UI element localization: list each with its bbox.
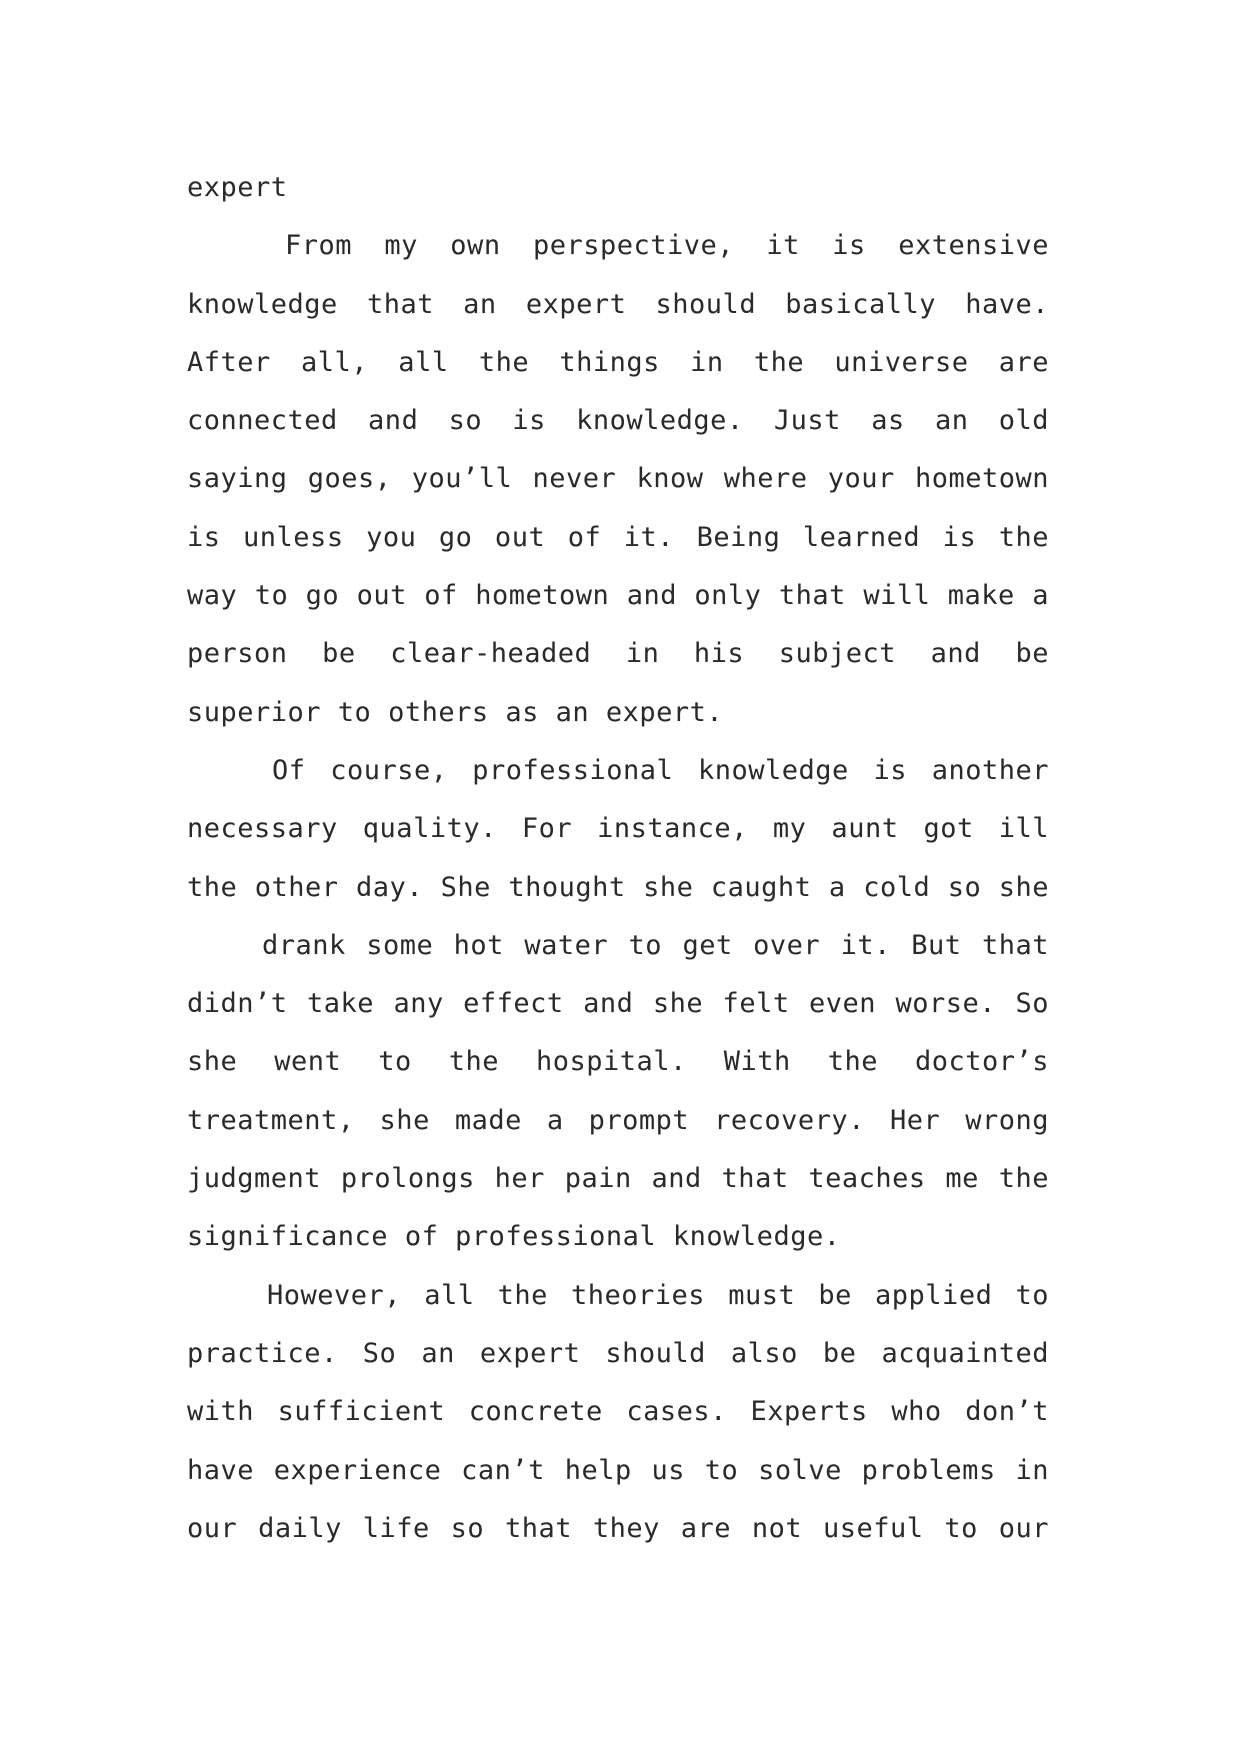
text-line: have experience can’t help us to solve problems in [187,1454,1049,1486]
text-line: judgment prolongs her pain and that teaches me the [187,1163,1049,1195]
text-line: connected and so is knowledge. Just as an old [187,405,1049,437]
text-line: After all, all the things in the universe are [187,346,1049,378]
text-line: drank some hot water to get over it. But that [262,929,1049,961]
text-line: she went to the hospital. With the doctor’s [187,1046,1049,1078]
essay-title-line: expert [187,172,288,203]
text-line: However, all the theories must be applied to [267,1279,1049,1311]
text-line: Of course, professional knowledge is another [272,754,1049,786]
text-line: necessary quality. For instance, my aunt got ill [187,813,1049,845]
text-line: treatment, she made a prompt recovery. Her wrong [187,1104,1049,1136]
text-line: From my own perspective, it is extensive [285,230,1049,262]
text-line: person be clear-headed in his subject and be [187,638,1049,670]
text-line: with sufficient concrete cases. Experts who don’t [187,1396,1049,1428]
text-line: practice. So an expert should also be acquainted [187,1337,1049,1369]
text-line: is unless you go out of it. Being learned is the [187,521,1049,553]
essay-body [187,159,1049,1558]
text-line: significance of professional knowledge. [187,1221,841,1253]
text-line: way to go out of hometown and only that will make a [187,580,1049,612]
text-line: knowledge that an expert should basically have. [187,288,1049,320]
text-line: the other day. She thought she caught a cold so she [187,871,1049,903]
text-line: our daily life so that they are not useful to our [187,1512,1049,1544]
text-line: didn’t take any effect and she felt even worse. So [187,988,1049,1020]
text-line: saying goes, you’ll never know where your hometown [187,463,1049,495]
text-line: superior to others as an expert. [187,696,724,728]
